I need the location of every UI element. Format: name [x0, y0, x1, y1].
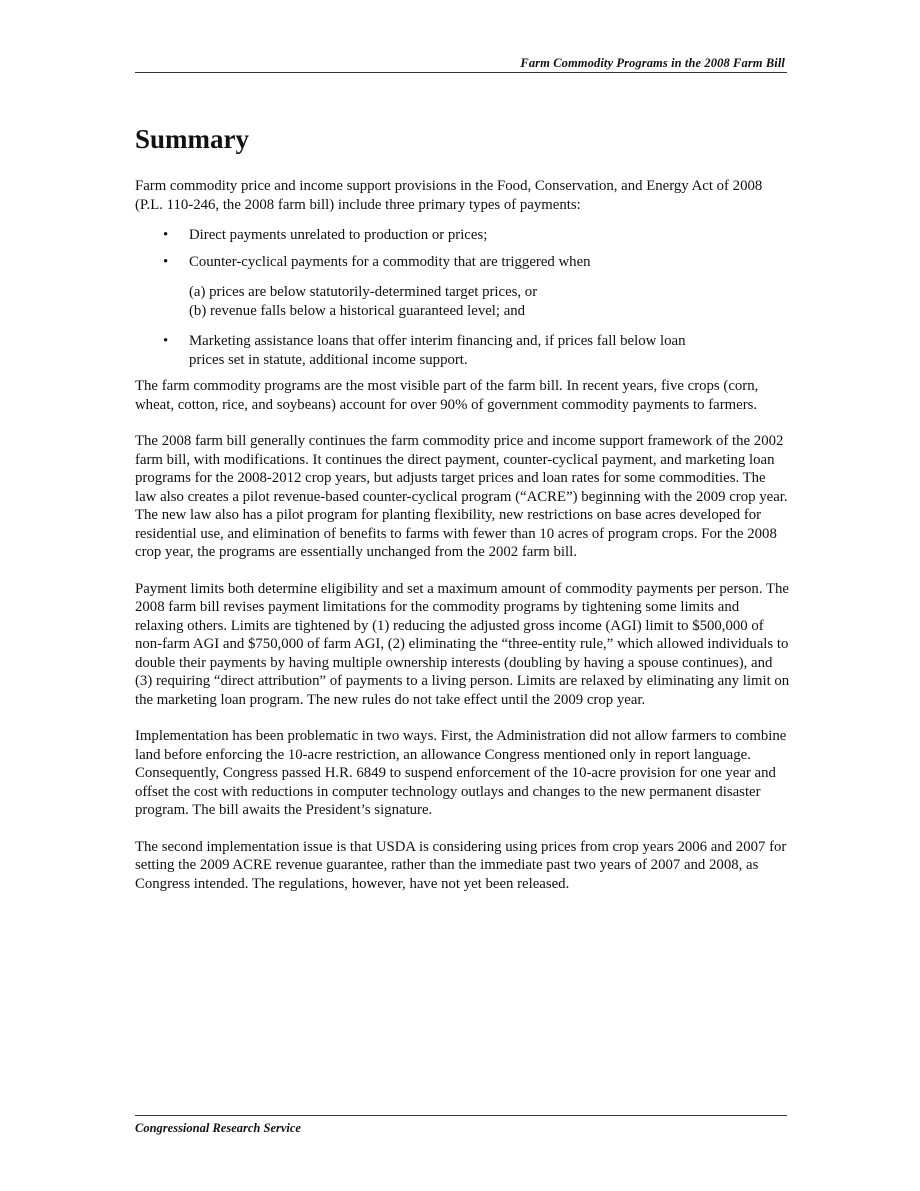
header-rule	[135, 72, 787, 73]
list-item	[135, 332, 790, 369]
list-item-text: Counter-cyclical payments for a commodity that are triggered when	[189, 253, 591, 270]
payment-types-list	[135, 226, 790, 369]
paragraph: Implementation has been problematic in two ways. First, the Administration did not allow farmers to combine land before enforcing the 10-acre restriction, an allowance Congress mentioned only in report language. Consequently, Congress passed H.R. 6849 to suspend enforcement of the 10-acre provision for one year and offset the cost with reductions in computer technology outlays and changes to the new permanent disaster program. The bill awaits the President’s signature.	[135, 728, 787, 818]
summary-body	[135, 177, 790, 911]
sub-item: (b) revenue falls below a historical guaranteed level; and	[189, 302, 526, 319]
intro-paragraph: Farm commodity price and income support provisions in the Food, Conservation, and Energy Act of 2008 (P.L. 110-246, the 2008 farm bill) include three primary types of payments:	[135, 178, 763, 213]
list-item-text: Direct payments unrelated to production or prices;	[189, 227, 488, 243]
paragraph: The farm commodity programs are the most visible part of the farm bill. In recent years, five crops (corn, wheat, cotton, rice, and soybeans) account for over 90% of government commodity payments to farmers.	[135, 378, 759, 413]
running-header: Farm Commodity Programs in the 2008 Farm Bill	[520, 56, 785, 70]
sub-item: (a) prices are below statutorily-determined target prices, or	[189, 284, 538, 300]
bullet-icon: •	[163, 253, 169, 270]
trigger-conditions	[189, 283, 790, 320]
footer-rule	[135, 1115, 787, 1116]
page-title: Summary	[135, 124, 249, 154]
list-item	[135, 226, 790, 245]
list-item	[135, 253, 790, 321]
paragraph: Payment limits both determine eligibility and set a maximum amount of commodity payments per person. The 2008 farm bill revises payment limitations for the commodity programs by tightening some limits and relaxing others. Limits are tightened by (1) reducing the adjusted gross income (AGI) limit to $500,000 of non-farm AGI and $750,000 of farm AGI, (2) eliminating the “three-entity rule,” which allowed individuals to double their payments by having multiple ownership interests (doubling by having a spouse continues), and (3) requiring “direct attribution” of payments to a living person. Limits are relaxed by eliminating any limit on the marketing loan program. The new rules do not take effect until the 2009 crop year.	[135, 580, 790, 708]
paragraph: The 2008 farm bill generally continues the farm commodity price and income support framework of the 2002 farm bill, with modifications. It continues the direct payment, counter-cyclical payment, and marketing loan programs for the 2008-2012 crop years, but adjusts target prices and loan rates for some commodities. The law also creates a pilot revenue-based counter-cyclical program (“ACRE”) beginning with the 2009 crop year. The new law also has a pilot program for planting flexibility, new restrictions on base acres developed for residential use, and elimination of benefits to farms with fewer than 10 acres of program crops. For the 2008 crop year, the programs are essentially unchanged from the 2002 farm bill.	[135, 433, 788, 560]
paragraph: The second implementation issue is that USDA is considering using prices from crop years 2006 and 2007 for setting the 2009 ACRE revenue guarantee, rather than the immediate past two years of 2007 and 2008, as Congress intended. The regulations, however, have not yet been released.	[135, 838, 787, 892]
bullet-icon: •	[163, 227, 169, 243]
bullet-icon: •	[163, 333, 169, 349]
footer-text: Congressional Research Service	[135, 1121, 301, 1135]
list-item-text: Marketing assistance loans that offer interim financing and, if prices fall below loan prices set in statute, additional income support.	[189, 333, 686, 368]
